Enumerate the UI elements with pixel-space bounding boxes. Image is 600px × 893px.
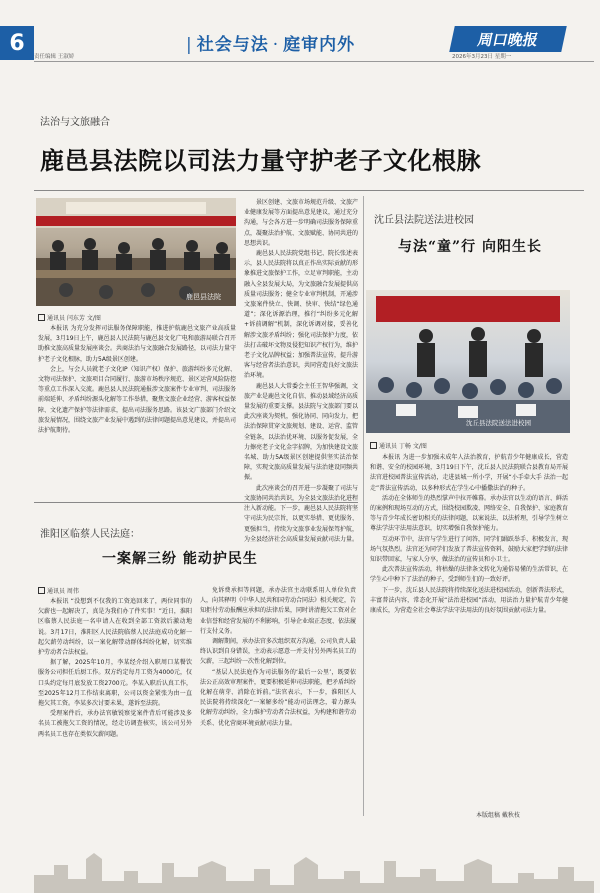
article1-col2 [244, 198, 359, 543]
paragraph: 鹿邑县人大常委会主任王智华强调，文旅产业是鹿邑文化自信、推动县域经济高质量发展的重要支撑。县法院与文旅部门要以此次座谈为契机，强化协同、同向发力，把法治保障贯穿文旅规划、建设、运营、监管全链条，以法治优环境、以服务促发展，全力擦亮老子文化金字招牌，为加快建设文旅名城、助力5A级景区创建提供坚实法治保障，实现文旅高质量发展与法治建设同频共振。 [244, 382, 359, 482]
article3-photo [366, 290, 570, 433]
layout-credit: 本版组稿 戴秋枝 [476, 812, 520, 819]
paragraph: 受理案件后，承办法官敏锐察觉案件背后可能涉及多名员工被拖欠工资的情况，经走访调查核实，该公司另外两名员工也存在类似欠薪问题。 [38, 710, 192, 738]
paragraph: 活动在全体师生的热烈掌声中拉开帷幕。承办法官以生动的语言、鲜活的案例和现场互动的方式，围绕校园欺凌、网络安全、自我保护、家庭教育等与青少年成长密切相关的法律问题，以案说法、以法析理，引导学生树立尊法学法守法用法意识，切实增强自我保护能力。 [370, 494, 569, 533]
paper-name: 周口晚报 [475, 30, 540, 49]
section-sub: 庭审内外 [283, 35, 356, 55]
courtroom-meeting-image [36, 198, 236, 306]
paragraph: 景区创建、文旅市场规范升级、文旅产业健康发展等方面提出意见建议，通过充分沟通，与会各方进一步明确司法服务保障重点，凝聚法治护航、文旅赋能、协同共进的思想共识。 [244, 199, 359, 247]
paragraph: 免诉费承担等问题，承办法官主动联系用人单位负责人，向其释明《中华人民共和国劳动合同法》相关规定，告知拒付劳动报酬应承担的法律后果，同时讲清拖欠工资对企业信誉和经营发展的不利影响，引导企业端正态度、依法履行支付义务。 [200, 587, 357, 635]
article1-kicker: 法治与文旅融合 [40, 117, 110, 128]
paragraph: “基层人民法庭作为司法服务的‘最后一公里’，既要依法公正高效审理案件，更要积极延伸司法职能，把矛盾纠纷化解在萌芽、消除在诉前。”法官表示，下一步，淮阳区人民法院将持续深化“一案解多纷”能动司法理念，着力源头化解劳动纠纷，全力维护劳动者合法权益，为构建和谐劳动关系、优化营商环境贡献司法力量。 [200, 668, 357, 727]
paragraph: 本报讯 “没想到不仅我的工资追回来了，两位同事的欠薪也一起解决了，真是为我们办了件实事！”近日，淮阳区临蔡人民法庭一名申请人在收到全部工资款后激动地说。3月17日，淮阳区人民法院临蔡人民法庭成功化解一起欠薪劳动纠纷，以一案化解带动群体纠纷化解，切实维护劳动者合法权益。 [38, 598, 192, 657]
article1-col1 [38, 324, 236, 490]
article2-rule [34, 502, 358, 503]
paragraph: 互动环节中，法官与学生进行了问答，同学们踊跃举手、积极发言，现场气氛热烈。法官还为同学们发放了普法宣传资料，鼓励大家把学到的法律知识带回家，与家人分享，做法治的宣传员和小卫士。 [370, 535, 569, 564]
article2-kicker: 淮阳区临蔡人民法庭： [40, 529, 140, 540]
article3-body [370, 453, 568, 793]
paragraph: 本报讯 为进一步加强未成年人法治教育，护航青少年健康成长，营造和谐、安全的校园环境，3月19日下午，沈丘县人民法院联合县教育局开展法官进校园普法宣传活动，走进县城一所小学，开展“小手牵大手 法治一起走”普法宣传活动，以多种形式在学生心中播撒法治的种子。 [370, 454, 568, 492]
section-title: | 社会与法 · 庭审内外 [186, 35, 356, 55]
section-name: 社会与法 [196, 35, 269, 55]
article1-byline: 通讯员 闫东芳 文/图 [38, 313, 101, 322]
article3-byline: 通讯员 丁畅 文/图 [370, 441, 427, 450]
paragraph: 鹿邑县人民法院党组书记、院长张述表示，县人民法院将以真正作出实际贡献的形象推进文旅保护工作，立足审判职能，主动融入全县发展大局，为文旅融合发展提供高质量司法服务；健全专业审判机制，开通涉文旅案件快立、快调、快审、快结“绿色通道”；深化诉源治理，推行“纠纷多元化解+诉前调解”机制，深化诉调对接，妥善化解涉文旅矛盾纠纷；强化司法保护力度，依法打击破坏文物及侵犯知识产权行为，维护老子文化品牌权益；加强普法宣传，提升游客与经营者法治意识，共同营造良好文旅法治环境。 [244, 250, 359, 380]
page-number: 6 [0, 26, 34, 60]
city-skyline-decoration [34, 835, 594, 893]
article1-headline: 鹿邑县法院以司法力量守护老子文化根脉 [40, 146, 481, 175]
article2-col2 [200, 586, 356, 820]
photo-watermark: 鹿邑县法院 [186, 293, 221, 301]
classroom-students-image [366, 290, 570, 433]
article3-headline: 与法“童”行 向阳生长 [398, 239, 542, 255]
article1-rule [34, 190, 584, 191]
article2-byline: 通讯员 周伟 [38, 586, 79, 595]
article3-kicker: 沈丘县法院送法进校园 [374, 215, 474, 226]
article1-photo [36, 198, 236, 306]
photo-watermark: 沈丘县法院送法进校园 [466, 419, 531, 427]
paragraph: 此次座谈会的召开进一步凝聚了司法与文旅协同共治共识，为全县文旅法治化进程注入新动能。下一步，鹿邑县人民法院将坚守司法为民宗旨，以更实举措、更优服务、更强担当，持续为文旅事业发展保驾护航，为全县经济社会高质量发展贡献司法力量。 [244, 484, 359, 543]
paragraph: 会上，与会人员就老子文化IP（知识产权）保护、旅游纠纷多元化解、文物司法保护、文旅项目合同履行、旅游市场秩序规范、景区运营风险防控等重点工作深入交流。鹿邑县人民法院通报涉文旅案件专业审判、司法服务前端延伸、矛盾纠纷源头化解等工作举措，聚焦文旅企业经营、游客权益保障、文化遗产保护等法律需求，提出司法服务思路。该县文广旅部门介绍文旅发展情况，围绕文旅产业发展中遇到的法律问题提出意见建议，并提出司法护航期待。 [38, 365, 237, 435]
paragraph: 调解期间，承办法官多次组织双方沟通，公司负责人最终认识到自身错误，主动表示愿意一并支付另外两名员工的欠薪，三起纠纷一次性化解到位。 [200, 638, 357, 666]
column-divider [363, 196, 364, 816]
article2-col1 [38, 597, 192, 819]
paragraph: 下一步，沈丘县人民法院将持续深化送法进校园活动，创新普法形式，丰富普法内容，常态化开展“法治进校园”活动，用法治力量护航青少年健康成长，为营造全社会尊法学法守法用法的良好氛围贡献司法力量。 [370, 586, 569, 615]
header-divider [34, 61, 594, 62]
paragraph: 据了解，2025年10月，李某经介绍入职周口某餐饮服务公司担任后厨工作。双方约定每月工资为4000元，仅口头约定每月底发放工资2700元。李某入职后认真工作，至2025年12月工作结束离职，公司以资金紧张为由一直拖欠其工资。李某多次讨要未果，遂诉至法院。 [38, 659, 192, 708]
paragraph: 本报讯 为充分发挥司法服务保障职能，推进护航鹿邑文旅产业高质量发展，3月19日上午，鹿邑县人民法院与鹿邑县文化广电和旅游局联合召开助推文旅高质量发展座谈会。共商法治与文旅融合发展路径，以司法力量守护老子文化根脉，助力5A级景区创建。 [38, 325, 237, 363]
issue-date: 2026年3月23日 星期一 [452, 54, 512, 60]
paragraph: 此次普法宣传活动，将枯燥的法律条文转化为通俗易懂的生活常识，在学生心中种下了法治的种子，受到师生们的一致好评。 [370, 566, 569, 584]
paper-logo [449, 26, 567, 52]
article2-headline: 一案解三纷 能动护民生 [102, 551, 258, 567]
editor-credit: 责任编辑 王淑娇 [34, 54, 75, 60]
